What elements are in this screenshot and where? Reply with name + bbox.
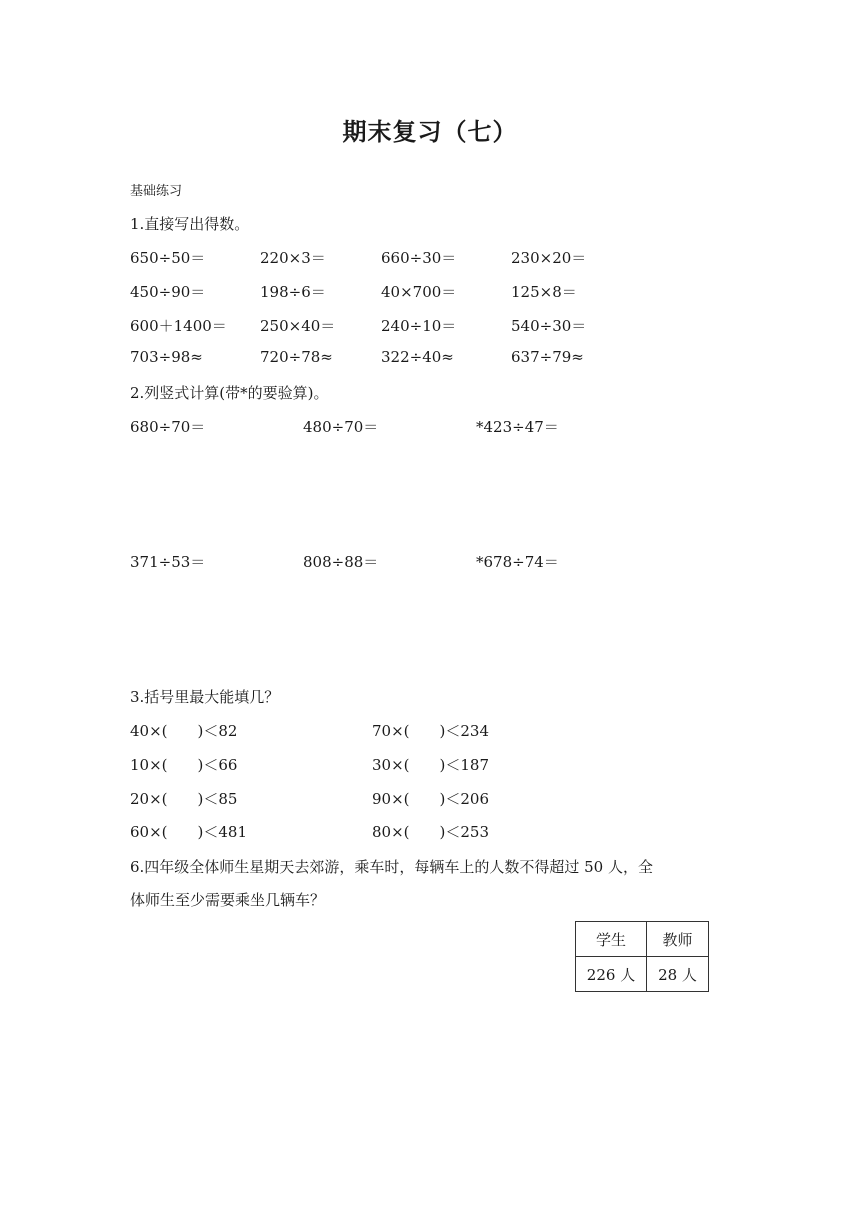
page-title: 期末复习（七） [342, 118, 518, 146]
table-header-students: 学生 [576, 922, 647, 957]
q3-item: 40×( )＜82 [130, 722, 238, 740]
q1-item: 40×700＝ [381, 283, 457, 301]
q1-item: 650÷50＝ [130, 249, 206, 267]
q2-heading: 2.列竖式计算(带*的要验算)。 [130, 384, 329, 402]
q1-item: 637÷79≈ [511, 348, 584, 366]
q6-text-line2: 体师生至少需要乘坐几辆车？ [130, 891, 326, 909]
table-cell-students: 226 人 [576, 957, 647, 992]
table-cell-teachers: 28 人 [647, 957, 709, 992]
table-header-row [576, 922, 709, 957]
table-row [576, 957, 709, 992]
q1-heading: 1.直接写出得数。 [130, 215, 250, 233]
q2-item: 480÷70＝ [303, 418, 379, 436]
q3-item: 10×( )＜66 [130, 756, 238, 774]
q1-item: 198÷6＝ [260, 283, 326, 301]
q3-item: 90×( )＜206 [372, 790, 489, 808]
q2-item: 808÷88＝ [303, 553, 379, 571]
q1-item: 220×3＝ [260, 249, 326, 267]
q1-item: 125×8＝ [511, 283, 577, 301]
q1-item: 240÷10＝ [381, 317, 457, 335]
q1-item: 322÷40≈ [381, 348, 454, 366]
q3-heading: 3.括号里最大能填几？ [130, 688, 280, 706]
q3-item: 30×( )＜187 [372, 756, 489, 774]
q1-item: 600＋1400＝ [130, 317, 227, 335]
q1-item: 703÷98≈ [130, 348, 203, 366]
section-label: 基础练习 [130, 184, 183, 199]
q2-item: 680÷70＝ [130, 418, 206, 436]
q6-text-line1: 6.四年级全体师生星期天去郊游，乘车时，每辆车上的人数不得超过 50 人，全 [130, 858, 653, 876]
q1-item: 250×40＝ [260, 317, 336, 335]
q1-item: 660÷30＝ [381, 249, 457, 267]
q3-item: 20×( )＜85 [130, 790, 238, 808]
q1-item: 450÷90＝ [130, 283, 206, 301]
q3-item: 80×( )＜253 [372, 823, 489, 841]
people-count-table [575, 921, 709, 992]
q2-item: *423÷47＝ [476, 418, 559, 436]
q3-item: 70×( )＜234 [372, 722, 489, 740]
table-header-teachers: 教师 [647, 922, 709, 957]
q1-item: 230×20＝ [511, 249, 587, 267]
q1-item: 540÷30＝ [511, 317, 587, 335]
q2-item: *678÷74＝ [476, 553, 559, 571]
q1-item: 720÷78≈ [260, 348, 333, 366]
q3-item: 60×( )＜481 [130, 823, 247, 841]
q2-item: 371÷53＝ [130, 553, 206, 571]
